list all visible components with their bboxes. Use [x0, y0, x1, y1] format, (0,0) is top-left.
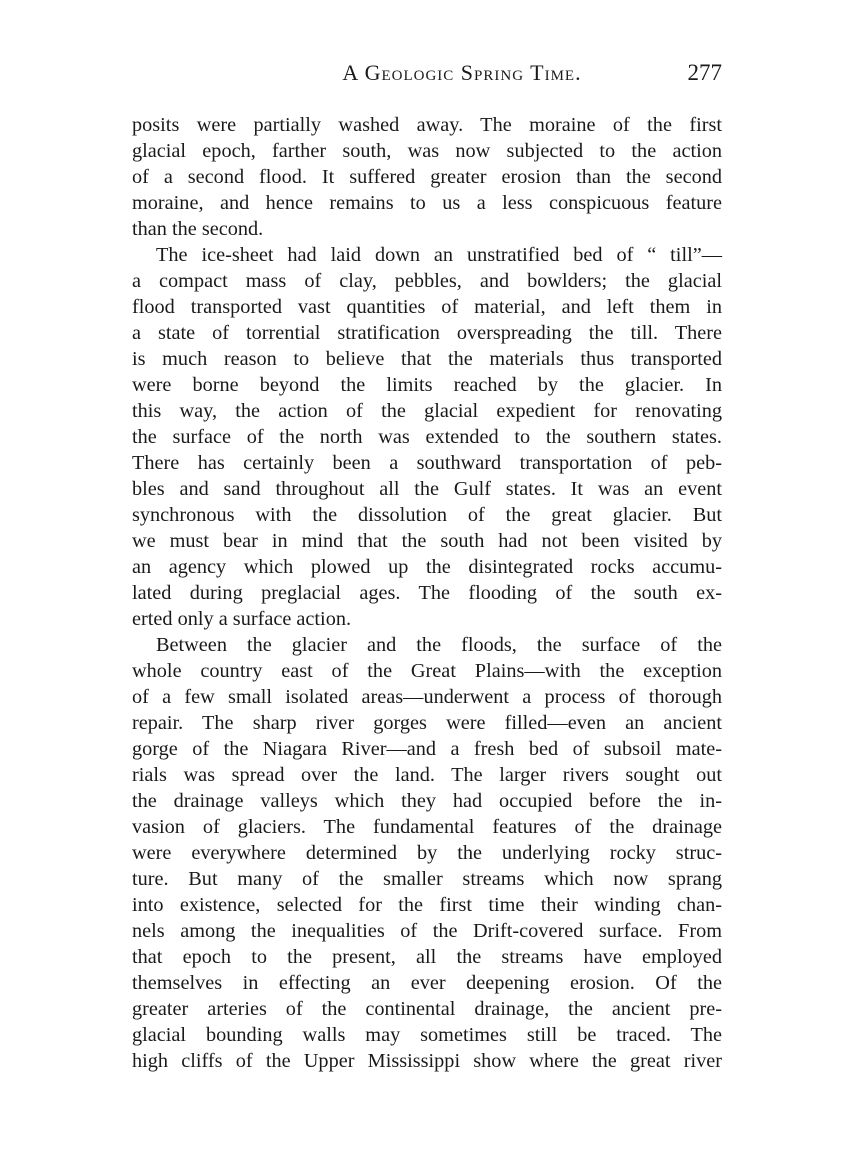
text-line: synchronous with the dissolution of the great glacier. But: [132, 504, 722, 526]
text-line: lated during preglacial ages. The flooding of the south ex-: [132, 582, 722, 604]
text-line: The ice-sheet had laid down an unstratified bed of “ till”—: [156, 244, 722, 266]
text-line: flood transported vast quantities of material, and left them in: [132, 296, 722, 318]
text-line: moraine, and hence remains to us a less conspicuous feature: [132, 192, 722, 214]
text-line: of a second flood. It suffered greater erosion than the second: [132, 166, 722, 188]
text-line: high cliffs of the Upper Mississippi show where the great river: [132, 1050, 722, 1072]
text-line: repair. The sharp river gorges were filled—even an ancient: [132, 712, 722, 734]
text-line: whole country east of the Great Plains—with the exception: [132, 660, 722, 682]
text-line: greater arteries of the continental drainage, the ancient pre-: [132, 998, 722, 1020]
text-line: of a few small isolated areas—underwent a process of thorough: [132, 686, 722, 708]
text-line: a state of torrential stratification overspreading the till. There: [132, 322, 722, 344]
text-line: we must bear in mind that the south had not been visited by: [132, 530, 722, 552]
text-line: gorge of the Niagara River—and a fresh bed of subsoil mate-: [132, 738, 722, 760]
text-line: this way, the action of the glacial expedient for renovating: [132, 400, 722, 422]
text-line: were borne beyond the limits reached by the glacier. In: [132, 374, 722, 396]
text-line: vasion of glaciers. The fundamental features of the drainage: [132, 816, 722, 838]
page-body: [132, 112, 722, 1074]
text-line: into existence, selected for the first time their winding chan-: [132, 894, 722, 916]
text-line: is much reason to believe that the materials thus transported: [132, 348, 722, 370]
text-line: than the second.: [132, 218, 264, 240]
text-line: the surface of the north was extended to the southern states.: [132, 426, 722, 448]
text-line: glacial bounding walls may sometimes still be traced. The: [132, 1024, 722, 1046]
running-title: A Geologic Spring Time.: [342, 60, 582, 85]
text-line: a compact mass of clay, pebbles, and bowlders; the glacial: [132, 270, 722, 292]
text-line: rials was spread over the land. The larger rivers sought out: [132, 764, 722, 786]
text-line: ture. But many of the smaller streams which now sprang: [132, 868, 722, 890]
text-line: posits were partially washed away. The moraine of the first: [132, 114, 722, 136]
text-line: bles and sand throughout all the Gulf states. It was an event: [132, 478, 722, 500]
text-line: nels among the inequalities of the Drift-covered surface. From: [132, 920, 722, 942]
text-line: erted only a surface action.: [132, 608, 352, 630]
text-line: There has certainly been a southward transportation of peb-: [132, 452, 722, 474]
text-line: glacial epoch, farther south, was now subjected to the action: [132, 140, 722, 162]
text-line: an agency which plowed up the disintegrated rocks accumu-: [132, 556, 722, 578]
text-line: Between the glacier and the floods, the surface of the: [156, 634, 722, 656]
text-line: the drainage valleys which they had occupied before the in-: [132, 790, 722, 812]
text-line: themselves in effecting an ever deepening erosion. Of the: [132, 972, 722, 994]
page-number: 277: [687, 60, 722, 85]
text-line: were everywhere determined by the underlying rocky struc-: [132, 842, 722, 864]
page-header: [132, 60, 722, 94]
text-line: that epoch to the present, all the streams have employed: [132, 946, 722, 968]
